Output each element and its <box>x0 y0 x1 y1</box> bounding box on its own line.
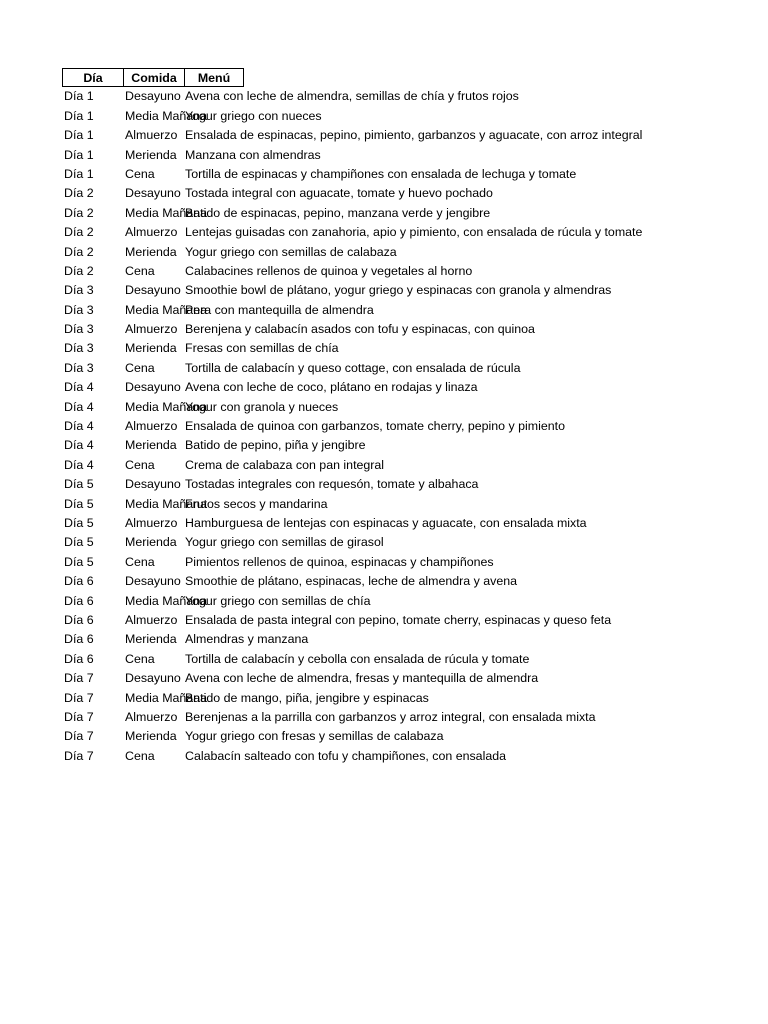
table-row <box>62 339 762 358</box>
table-row <box>62 107 762 126</box>
table-row <box>62 514 762 533</box>
header-comida: Comida <box>124 68 185 87</box>
cell-menu: Frutos secos y mandarina <box>185 496 328 511</box>
cell-dia: Día 4 <box>64 457 94 472</box>
cell-dia: Día 7 <box>64 709 94 724</box>
header-dia: Día <box>62 68 124 87</box>
table-row <box>62 301 762 320</box>
cell-comida: Merienda <box>125 729 177 744</box>
cell-dia: Día 3 <box>64 341 94 356</box>
cell-comida: Merienda <box>125 632 177 647</box>
cell-menu: Yogur griego con nueces <box>185 108 322 123</box>
cell-comida: Almuerzo <box>125 515 178 530</box>
table-row <box>62 165 762 184</box>
table-row <box>62 572 762 591</box>
cell-comida: Desayuno <box>125 380 181 395</box>
table-row <box>62 475 762 494</box>
table-row <box>62 417 762 436</box>
cell-comida: Cena <box>125 360 155 375</box>
cell-dia: Día 7 <box>64 671 94 686</box>
cell-menu: Batido de pepino, piña y jengibre <box>185 438 366 453</box>
cell-dia: Día 6 <box>64 612 94 627</box>
cell-menu: Tortilla de espinacas y champiñones con ensalada de lechuga y tomate <box>185 166 577 181</box>
cell-comida: Almuerzo <box>125 419 178 434</box>
cell-dia: Día 6 <box>64 574 94 589</box>
cell-menu: Calabacines rellenos de quinoa y vegetales al horno <box>185 263 473 278</box>
cell-comida: Merienda <box>125 438 177 453</box>
cell-menu: Hamburguesa de lentejas con espinacas y aguacate, con ensalada mixta <box>185 515 587 530</box>
table-row <box>62 650 762 669</box>
cell-dia: Día 5 <box>64 496 94 511</box>
cell-dia: Día 1 <box>64 128 94 143</box>
cell-menu: Tostadas integrales con requesón, tomate y albahaca <box>185 477 479 492</box>
table-row <box>62 87 762 106</box>
cell-menu: Berenjenas a la parrilla con garbanzos y arroz integral, con ensalada mixta <box>185 709 596 724</box>
cell-comida: Desayuno <box>125 89 181 104</box>
cell-comida: Desayuno <box>125 186 181 201</box>
cell-menu: Batido de espinacas, pepino, manzana verde y jengibre <box>185 205 491 220</box>
cell-menu: Yogur griego con semillas de calabaza <box>185 244 397 259</box>
cell-dia: Día 4 <box>64 380 94 395</box>
cell-comida: Media Mañana <box>125 108 207 123</box>
cell-dia: Día 2 <box>64 205 94 220</box>
cell-comida: Desayuno <box>125 574 181 589</box>
cell-comida: Merienda <box>125 535 177 550</box>
table-row <box>62 689 762 708</box>
cell-comida: Merienda <box>125 341 177 356</box>
cell-comida: Merienda <box>125 244 177 259</box>
meal-plan-table <box>62 68 762 766</box>
cell-menu: Batido de mango, piña, jengibre y espinacas <box>185 690 429 705</box>
cell-menu: Lentejas guisadas con zanahoria, apio y pimiento, con ensalada de rúcula y tomate <box>185 225 643 240</box>
table-row <box>62 126 762 145</box>
cell-menu: Yogur con granola y nueces <box>185 399 339 414</box>
cell-dia: Día 7 <box>64 748 94 763</box>
cell-comida: Desayuno <box>125 283 181 298</box>
cell-menu: Tostada integral con aguacate, tomate y huevo pochado <box>185 186 493 201</box>
cell-menu: Avena con leche de almendra, fresas y mantequilla de almendra <box>185 671 539 686</box>
cell-comida: Media Mañana <box>125 496 207 511</box>
table-row <box>62 708 762 727</box>
cell-menu: Fresas con semillas de chía <box>185 341 339 356</box>
cell-menu: Ensalada de espinacas, pepino, pimiento, garbanzos y aguacate, con arroz integral <box>185 128 643 143</box>
cell-comida: Media Mañana <box>125 593 207 608</box>
cell-comida: Cena <box>125 748 155 763</box>
cell-dia: Día 7 <box>64 690 94 705</box>
cell-dia: Día 2 <box>64 244 94 259</box>
cell-dia: Día 5 <box>64 535 94 550</box>
cell-menu: Tortilla de calabacín y cebolla con ensalada de rúcula y tomate <box>185 651 530 666</box>
cell-menu: Almendras y manzana <box>185 632 309 647</box>
table-row <box>62 262 762 281</box>
cell-comida: Merienda <box>125 147 177 162</box>
cell-dia: Día 1 <box>64 89 94 104</box>
cell-dia: Día 2 <box>64 225 94 240</box>
cell-comida: Cena <box>125 554 155 569</box>
header-menu: Menú <box>185 68 244 87</box>
cell-dia: Día 3 <box>64 283 94 298</box>
cell-comida: Media Mañana <box>125 399 207 414</box>
table-row <box>62 204 762 223</box>
cell-menu: Tortilla de calabacín y queso cottage, con ensalada de rúcula <box>185 360 521 375</box>
cell-dia: Día 4 <box>64 438 94 453</box>
cell-comida: Cena <box>125 651 155 666</box>
table-row <box>62 611 762 630</box>
table-row <box>62 398 762 417</box>
cell-comida: Media Mañana <box>125 302 207 317</box>
cell-menu: Yogur griego con semillas de girasol <box>185 535 384 550</box>
cell-dia: Día 6 <box>64 651 94 666</box>
table-row <box>62 592 762 611</box>
cell-dia: Día 1 <box>64 108 94 123</box>
cell-menu: Berenjena y calabacín asados con tofu y espinacas, con quinoa <box>185 322 535 337</box>
table-row <box>62 223 762 242</box>
table-row <box>62 378 762 397</box>
cell-comida: Almuerzo <box>125 612 178 627</box>
cell-menu: Pimientos rellenos de quinoa, espinacas y champiñones <box>185 554 494 569</box>
table-row <box>62 146 762 165</box>
cell-dia: Día 5 <box>64 477 94 492</box>
table-row <box>62 747 762 766</box>
cell-menu: Smoothie de plátano, espinacas, leche de almendra y avena <box>185 574 518 589</box>
table-row <box>62 553 762 572</box>
table-row <box>62 630 762 649</box>
table-row <box>62 243 762 262</box>
cell-menu: Smoothie bowl de plátano, yogur griego y espinacas con granola y almendras <box>185 283 612 298</box>
cell-menu: Yogur griego con fresas y semillas de calabaza <box>185 729 444 744</box>
cell-comida: Almuerzo <box>125 128 178 143</box>
table-header <box>62 68 762 87</box>
table-row <box>62 495 762 514</box>
cell-dia: Día 1 <box>64 166 94 181</box>
cell-dia: Día 6 <box>64 593 94 608</box>
cell-comida: Almuerzo <box>125 709 178 724</box>
table-row <box>62 359 762 378</box>
cell-comida: Almuerzo <box>125 322 178 337</box>
table-body <box>62 87 762 766</box>
cell-menu: Ensalada de quinoa con garbanzos, tomate cherry, pepino y pimiento <box>185 419 565 434</box>
cell-menu: Pera con mantequilla de almendra <box>185 302 374 317</box>
cell-dia: Día 7 <box>64 729 94 744</box>
table-row <box>62 184 762 203</box>
cell-comida: Cena <box>125 457 155 472</box>
cell-dia: Día 4 <box>64 419 94 434</box>
cell-comida: Media Mañana <box>125 205 207 220</box>
cell-dia: Día 3 <box>64 322 94 337</box>
cell-dia: Día 4 <box>64 399 94 414</box>
cell-menu: Manzana con almendras <box>185 147 321 162</box>
cell-menu: Avena con leche de coco, plátano en rodajas y linaza <box>185 380 478 395</box>
cell-menu: Crema de calabaza con pan integral <box>185 457 385 472</box>
cell-dia: Día 3 <box>64 302 94 317</box>
table-row <box>62 727 762 746</box>
cell-comida: Desayuno <box>125 671 181 686</box>
cell-comida: Almuerzo <box>125 225 178 240</box>
cell-menu: Yogur griego con semillas de chía <box>185 593 371 608</box>
cell-dia: Día 2 <box>64 186 94 201</box>
cell-comida: Cena <box>125 263 155 278</box>
cell-menu: Calabacín salteado con tofu y champiñones, con ensalada <box>185 748 506 763</box>
table-row <box>62 456 762 475</box>
cell-dia: Día 5 <box>64 515 94 530</box>
cell-dia: Día 3 <box>64 360 94 375</box>
cell-comida: Media Mañana <box>125 690 207 705</box>
table-row <box>62 669 762 688</box>
cell-dia: Día 6 <box>64 632 94 647</box>
cell-menu: Ensalada de pasta integral con pepino, tomate cherry, espinacas y queso feta <box>185 612 612 627</box>
cell-comida: Desayuno <box>125 477 181 492</box>
table-row <box>62 320 762 339</box>
table-row <box>62 436 762 455</box>
table-row <box>62 281 762 300</box>
cell-comida: Cena <box>125 166 155 181</box>
table-row <box>62 533 762 552</box>
cell-menu: Avena con leche de almendra, semillas de chía y frutos rojos <box>185 89 519 104</box>
cell-dia: Día 5 <box>64 554 94 569</box>
cell-dia: Día 2 <box>64 263 94 278</box>
cell-dia: Día 1 <box>64 147 94 162</box>
